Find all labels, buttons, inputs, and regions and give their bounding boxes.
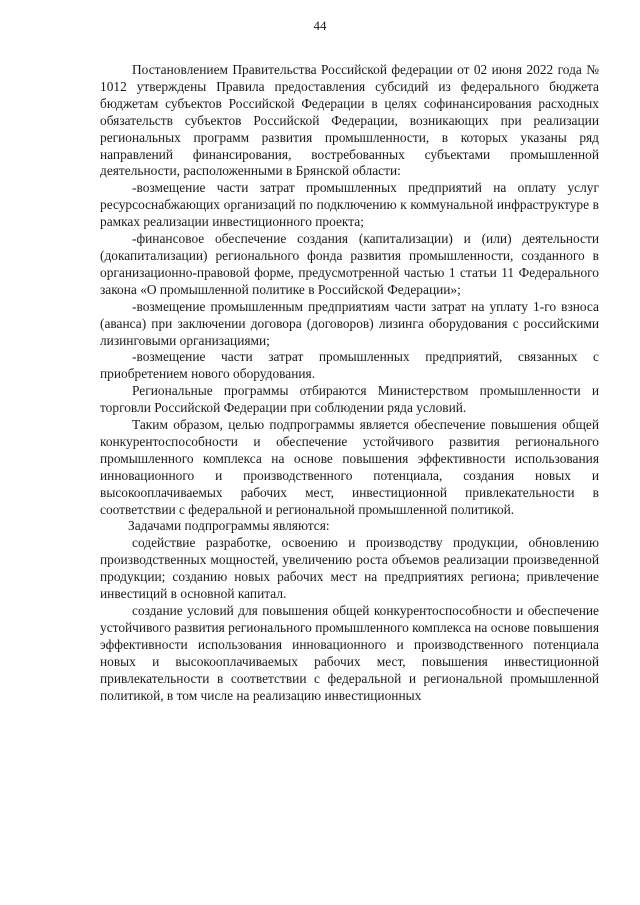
paragraph-item-fund: -финансовое обеспечение создания (капитализации) и (или) деятельности (докапитализации) регионального фонда развития промышленности, созданного в организационно-правовой форме, предусмотренной частью 1 статьи 11 Федерального закона «О промышленной политике в Российской Федерации»;	[100, 231, 599, 297]
paragraph-task-2: создание условий для повышения общей конкурентоспособности и обеспечение устойчивого развития регионального промышленного комплекса на основе повышения эффективности использования инновационного и производственного потенциала новых и высокооплачиваемых рабочих мест, повышения инвестиционной привлекательности в соответствии с федеральной и региональной промышленной политикой, в том числе на реализацию инвестиционных	[100, 603, 600, 703]
page-number: 44	[313, 18, 327, 33]
paragraph-item-equipment: -возмещение части затрат промышленных предприятий, связанных с приобретением нового оборудования.	[100, 349, 599, 382]
body-text	[100, 62, 599, 704]
paragraph-item-utilities: -возмещение части затрат промышленных предприятий на оплату услуг ресурсоснабжающих организаций по подключению к коммунальной инфраструктуре в рамках реализации инвестиционного проекта;	[100, 180, 599, 230]
paragraph-item-leasing: -возмещение промышленным предприятиям части затрат на уплату 1-го взноса (аванса) при заключении договора (договоров) лизинга оборудования с российскими лизинговыми организациями;	[100, 298, 599, 348]
paragraph-task-1: содействие разработке, освоению и производству продукции, обновлению производственных мощностей, увеличению роста объемов реализации произведенной продукции; созданию новых рабочих мест на предприятиях региона; привлечение инвестиций в основной капитал.	[100, 535, 599, 602]
paragraph-selection: Региональные программы отбираются Министерством промышленности и торговли Российской Федерации при соблюдении ряда условий.	[100, 383, 599, 416]
paragraph-intro: Постановлением Правительства Российской федерации от 02 июня 2022 года № 1012 утверждены Правила предоставления субсидий из федерального бюджета бюджетам субъектов Российской Федерации в целях софинансирования расходных обязательств субъектов Российской Федерации, возникающих при реализации региональных программ развития промышленности, в которых указаны ряд направлений финансирования, востребованных субъектами промышленной деятельности, расположенными в Брянской области:	[100, 62, 599, 179]
paragraph-tasks-heading: Задачами подпрограммы являются:	[128, 518, 330, 534]
paragraph-goal: Таким образом, целью подпрограммы является обеспечение повышения общей конкурентоспособности и обеспечение устойчивого развития регионального промышленного комплекса на основе повышения эффективности использования инновационного и производственного потенциала, создания новых и высокооплачиваемых рабочих мест, инвестиционной привлекательности в соответствии с федеральной и региональной промышленной политикой.	[100, 417, 599, 517]
